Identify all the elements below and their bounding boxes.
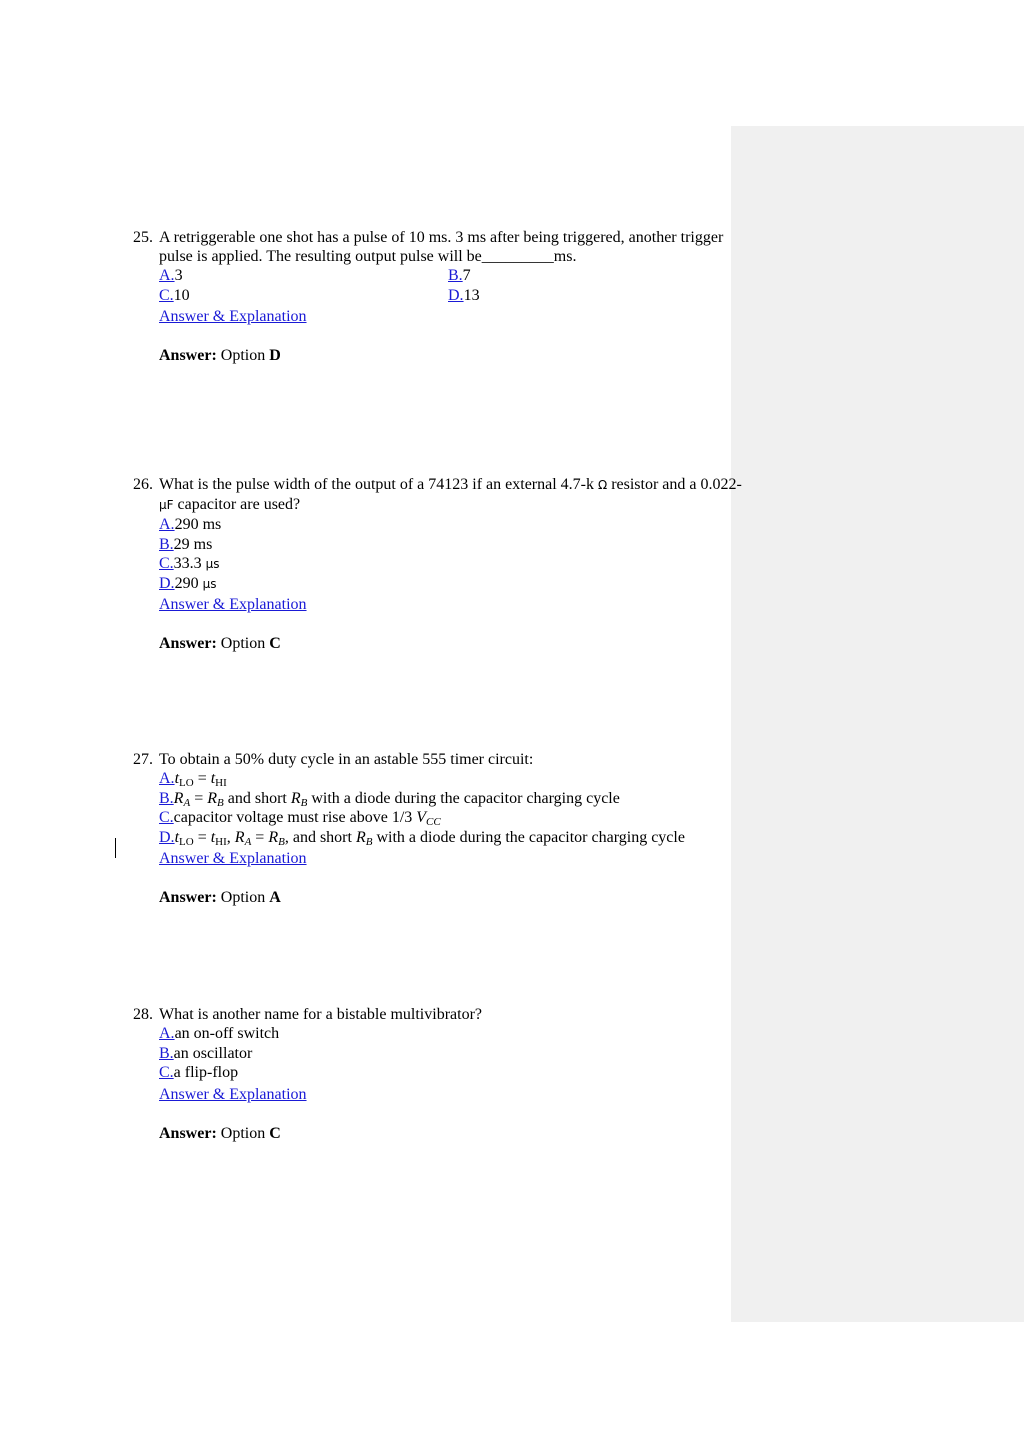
option-c-link[interactable]: C. <box>159 809 174 826</box>
options <box>159 769 743 847</box>
question-25 <box>133 228 743 365</box>
option-a: A.290 ms <box>159 516 222 533</box>
option-a-link[interactable]: A. <box>159 267 175 284</box>
option-d: D.13 <box>448 286 480 304</box>
question-text: What is another name for a bistable multivibrator? <box>159 1006 482 1023</box>
answer-line: Answer: Option C <box>159 1124 281 1142</box>
micro-second-symbol: μs <box>202 576 217 591</box>
answer-line: Answer: Option D <box>159 347 281 364</box>
option-c-link[interactable]: C. <box>159 286 174 304</box>
option-b-link[interactable]: B. <box>159 1044 174 1062</box>
option-b-link[interactable]: B. <box>448 267 463 284</box>
micro-farad-symbol: μF <box>159 498 174 512</box>
options <box>159 515 743 593</box>
option-b-link[interactable]: B. <box>159 535 174 553</box>
question-26 <box>133 475 743 653</box>
option-b: B.7 <box>448 267 471 284</box>
question-text: What is the pulse width of the output of a 74123 if an external 4.7-k Ω resistor and a 0.022-μF capacitor are used? <box>159 476 742 513</box>
question-number: 28. <box>133 1006 153 1023</box>
option-c-link[interactable]: C. <box>159 555 174 572</box>
option-a-link[interactable]: A. <box>159 1025 175 1042</box>
option-a-link[interactable]: A. <box>159 516 175 533</box>
option-c: C.33.3 μs <box>159 555 220 572</box>
option-a: A.an on-off switch <box>159 1025 280 1042</box>
answer-explanation-link[interactable]: Answer & Explanation <box>159 596 307 613</box>
question-27 <box>133 750 743 907</box>
answer-explanation-link[interactable]: Answer & Explanation <box>159 308 307 325</box>
option-c: C.capacitor voltage must rise above 1/3 $V_{CC}$ <box>159 809 441 828</box>
option-b: B.an oscillator <box>159 1044 253 1062</box>
option-a: $A.t_{LO} = t_{HI}$ <box>159 770 227 789</box>
option-d-link[interactable]: D. <box>448 286 464 304</box>
options <box>159 266 743 305</box>
question-number: 26. <box>133 476 153 493</box>
option-d-link[interactable]: D. <box>159 574 175 592</box>
answer-explanation-link[interactable]: Answer & Explanation <box>159 1085 307 1103</box>
question-text: To obtain a 50% duty cycle in an astable 555 timer circuit: <box>159 751 534 768</box>
question-28 <box>133 1005 743 1143</box>
question-text: A retriggerable one shot has a pulse of 10 ms. 3 ms after being triggered, another trigger pulse is applied. The resulting output pulse will be_________ms. <box>159 229 724 265</box>
comment-pane <box>731 126 1024 1322</box>
ohm-symbol: Ω <box>598 478 608 492</box>
answer-line: Answer: Option C <box>159 635 281 652</box>
question-number: 27. <box>133 751 153 768</box>
question-number: 25. <box>133 229 153 246</box>
option-b: B.29 ms <box>159 535 213 553</box>
option-c: C.10 <box>159 286 190 304</box>
answer-explanation-link[interactable]: Answer & Explanation <box>159 850 307 867</box>
option-b: $B.R_A = R_B$ and short $R_B$ with a diode during the capacitor charging cycle <box>159 789 620 809</box>
option-d-link[interactable]: D. <box>159 828 175 846</box>
micro-second-symbol: μs <box>205 557 220 571</box>
option-d: $D.t_{LO} = t_{HI}$, $R_A = R_B$, and short $R_B$ with a diode during the capacitor charging cycle <box>159 828 685 848</box>
option-a: A.3 <box>159 267 183 284</box>
option-c-link[interactable]: C. <box>159 1064 174 1081</box>
option-c: C.a flip-flop <box>159 1064 239 1081</box>
answer-line: Answer: Option A <box>159 889 281 906</box>
option-a-link[interactable]: A. <box>159 770 175 787</box>
change-bar <box>115 838 116 858</box>
option-b-link[interactable]: B. <box>159 789 174 807</box>
option-d: D.290 μs <box>159 574 217 592</box>
options <box>159 1024 743 1083</box>
